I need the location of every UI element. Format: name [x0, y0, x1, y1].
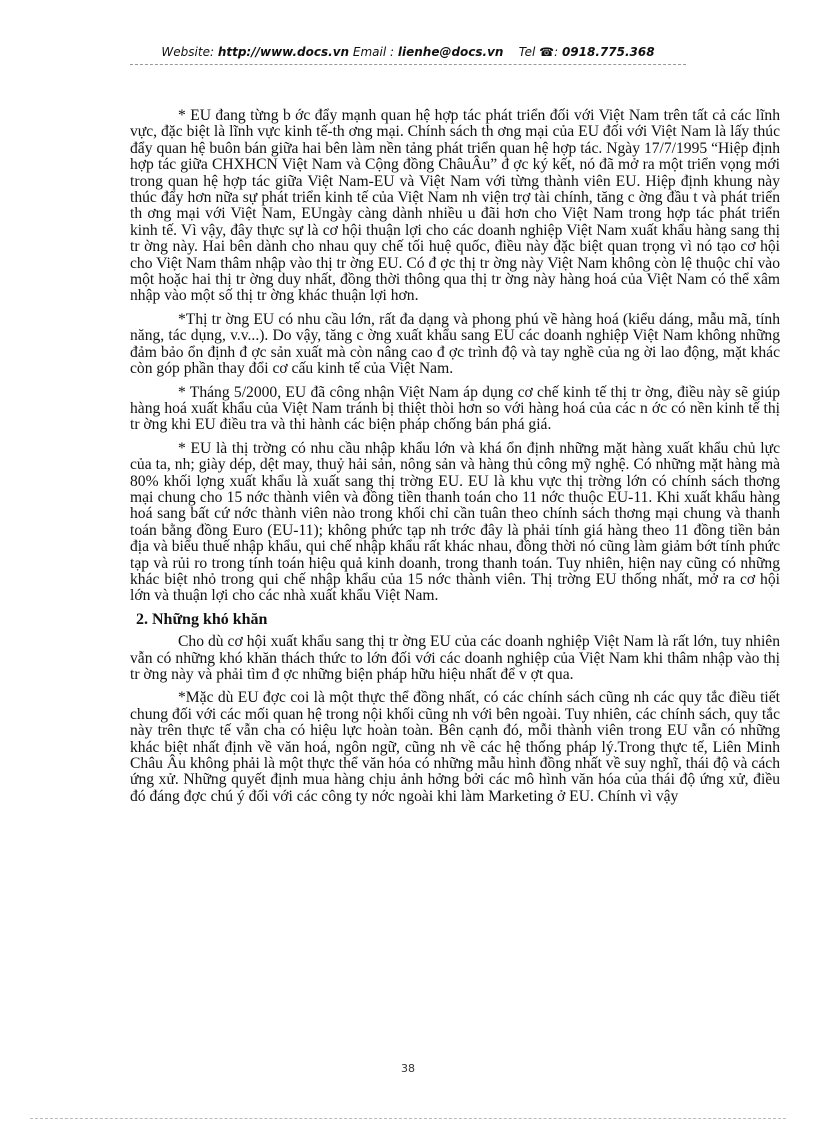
- tel-number: 0918.775.368: [561, 45, 655, 59]
- footer-divider: [30, 1118, 786, 1119]
- paragraph: * EU đang từng b ớc đẩy mạnh quan hệ hợp tác phát triển đối với Việt Nam trên tất cả các lĩnh vực, đặc biệt là lĩnh vực kinh tế-th ơng mại. Chính sách th ơng mại của EU đối với Việt Nam là lấy thúc đẩy quan hệ buôn bán giữa hai bên làm nền tảng phát triển quan hệ hợp tác. Ngày 17/7/1995 “Hiệp định hợp tác giữa CHXHCN Việt Nam và Cộng đồng ChâuÂu” đ ợc ký kết, nó đã mở ra một triển vọng mới trong quan hệ hợp tác giữa Việt Nam-EU và Việt Nam với từng thành viên EU. Hiệp định khung này thúc đẩy hơn nữa sự phát triển kinh tế của Việt Nam nh viện trợ tài chính, tăng c ờng đầu t và phát triển th ơng mại với Việt Nam, EUngày càng dành nhiều u đãi hơn cho Việt Nam trong hợp tác phát triển kinh tế. Vì vậy, đây thực sự là cơ hội thuận lợi cho các doanh nghiệp Việt Nam xuất khẩu hàng sang thị tr ờng này. Hai bên dành cho nhau quy chế tối huệ quốc, điều này đặc biệt quan trọng vì nó tạo cơ hội cho Việt Nam thâm nhập vào thị tr ờng EU. Có đ ợc thị tr ờng này Việt Nam không còn lệ thuộc chỉ vào một hoặc hai thị tr ờng duy nhất, đồng thời thông qua thị tr ờng này hàng hoá của Việt Nam có thể xâm nhập vào một số thị tr ờng khác thuận lợi hơn.: [130, 107, 780, 305]
- paragraph: Cho dù cơ hội xuất khẩu sang thị tr ờng EU của các doanh nghiệp Việt Nam là rất lớn, tuy nhiên vẫn có những khó khăn thách thức to lớn đối với các doanh nghiệp của Việt Nam khi thâm nhập vào thị tr ờng này và phải tìm đ ợc những biện pháp hữu hiệu nhất để v ợt qua.: [130, 633, 780, 683]
- paragraph: *Mặc dù EU đợc coi là một thực thể đồng nhất, có các chính sách cũng nh các quy tắc điều tiết chung đối với các mối quan hệ trong nội khối cũng nh với bên ngoài. Tuy nhiên, các chính sách, quy tắc này trên thực tế vẫn cha có hiệu lực hoàn toàn. Bên cạnh đó, mỗi thành viên trong EU vẫn có những khác biệt nhất định về văn hoá, ngôn ngữ, cũng nh về các hệ thống pháp lý.Trong thực tế, Liên Minh Châu Âu không phải là một thực thể văn hóa có những mẫu hình đồng nhất về suy nghĩ, thái độ và cách ứng xử. Những quyết định mua hàng chịu ảnh hởng bởi các mô hình văn hóa của thái độ ứng xử, điều đó đáng đợc chú ý đối với các công ty nớc ngoài khi làm Marketing ở EU. Chính vì vậy: [130, 689, 780, 805]
- page-number: 38: [401, 1062, 415, 1075]
- tel-label: Tel ☎:: [518, 45, 559, 59]
- email-label: Email :: [352, 45, 395, 59]
- document-body: [130, 108, 780, 812]
- section-heading: 2. Những khó khăn: [136, 610, 268, 628]
- paragraph: *Thị tr ờng EU có nhu cầu lớn, rất đa dạng và phong phú về hàng hoá (kiểu dáng, mẫu mã, tính năng, tác dụng, v.v...). Do vậy, tăng c ờng xuất khẩu sang EU các doanh nghiệp Việt Nam không những đảm bảo ổn định đ ợc sản xuất mà còn nâng cao đ ợc trình độ và tay nghề của ng ời lao động, mặt khác còn góp phần thay đổi cơ cấu kinh tế của Việt Nam.: [130, 310, 780, 378]
- paragraph: * EU là thị trờng có nhu cầu nhập khẩu lớn và khá ổn định những mặt hàng xuất khẩu chủ lực của ta, nh; giày dép, dệt may, thuỷ hải sản, nông sản và hàng thủ công mỹ nghệ. Có những mặt hàng mà 80% khối lợng xuất khẩu là xuất sang thị trờng EU. EU là khu vực thị trờng lớn có chính sách thơng mại chung cho 15 nớc thành viên và đồng tiền thanh toán cho 11 nớc thuộc EU-11. Khi xuất khẩu hàng hoá sang bất cứ nớc thành viên nào trong khối chỉ cần tuân theo chính sách thơng mại chung và thanh toán bằng đồng Euro (EU-11); không phức tạp nh trớc đây là phải tính giá hàng theo 11 đồng tiền bản địa và biểu thuế nhập khẩu, qui chế nhập khẩu rất khác nhau, đồng thời nó cũng làm giảm bớt tính phức tạp và rủi ro trong tính toán hiệu quả kinh doanh, trong thanh toán. Tuy nhiên, hiện nay cũng có những khác biệt nhỏ trong qui chế nhập khẩu của 15 nớc thành viên. Thị trờng EU thống nhất, mở ra cơ hội lớn và thuận lợi cho các nhà xuất khẩu Việt Nam.: [130, 439, 780, 605]
- paragraph: * Tháng 5/2000, EU đã công nhận Việt Nam áp dụng cơ chế kinh tế thị tr ờng, điều này sẽ giúp hàng hoá xuất khẩu của Việt Nam tránh bị thiệt thòi hơn so với hàng hoá của các n ớc có nền kinh tế thị tr ờng khi EU điều tra và thi hành các biện pháp chống bán phá giá.: [130, 383, 780, 434]
- website-label: Website:: [161, 45, 214, 59]
- website-link[interactable]: http://www.docs.vn: [217, 45, 350, 59]
- page-header: [130, 40, 686, 65]
- email-link[interactable]: lienhe@docs.vn: [397, 45, 504, 59]
